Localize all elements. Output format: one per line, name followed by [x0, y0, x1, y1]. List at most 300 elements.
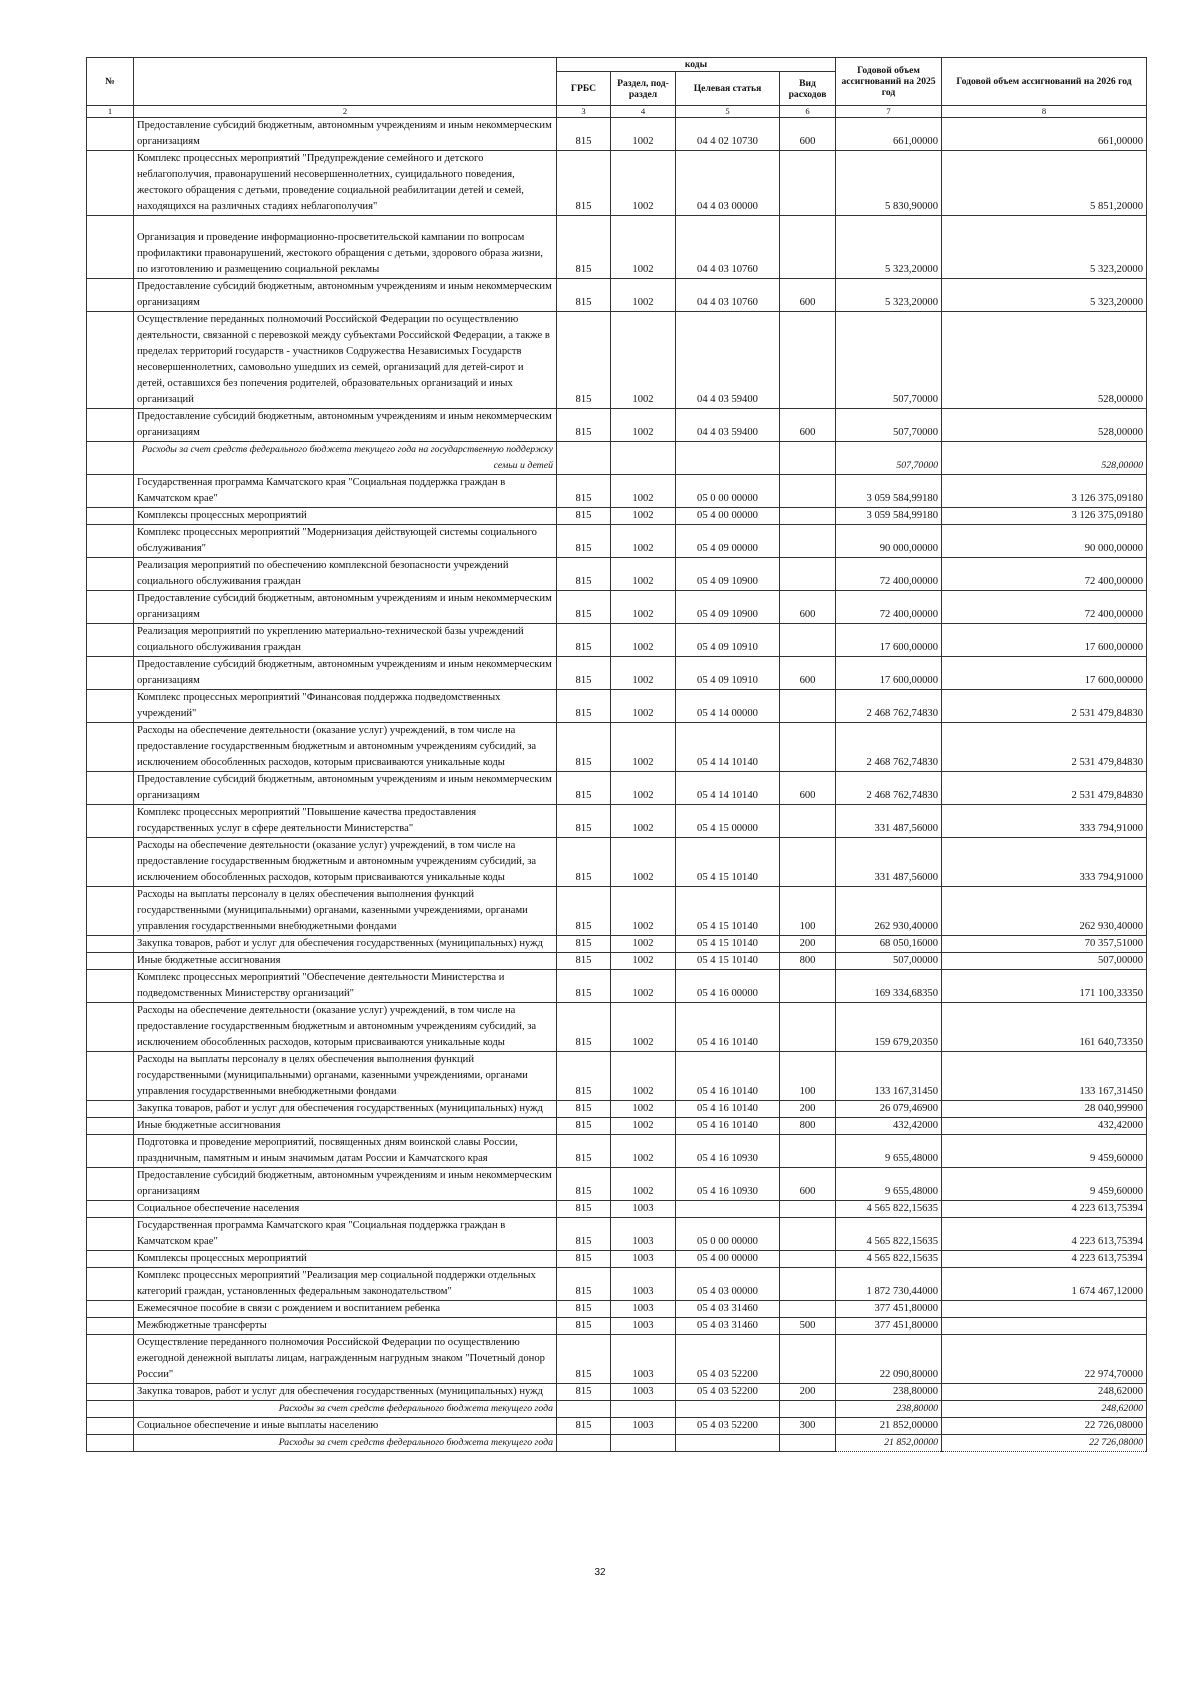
- cell-name: Предоставление субсидий бюджетным, автономным учреждениям и иным некоммерческим организациям: [134, 118, 557, 151]
- cell-2025: 5 323,20000: [836, 216, 942, 279]
- table-row: [87, 1401, 1147, 1418]
- cell-vid: [780, 1251, 836, 1268]
- cell-razdel: 1002: [611, 151, 676, 216]
- cell-2026: 4 223 613,75394: [942, 1218, 1147, 1251]
- cell-grbs: 815: [557, 1201, 611, 1218]
- cell-2026: 4 223 613,75394: [942, 1201, 1147, 1218]
- cell-2025: 17 600,00000: [836, 624, 942, 657]
- table-row: [87, 1118, 1147, 1135]
- cell-num: [87, 838, 134, 887]
- cell-2026: 133 167,31450: [942, 1052, 1147, 1101]
- cell-razdel: [611, 1401, 676, 1418]
- cell-vid: [780, 1201, 836, 1218]
- cell-vid: [780, 1003, 836, 1052]
- col-header-num: №: [87, 58, 134, 106]
- cell-target: 05 4 14 10140: [676, 772, 780, 805]
- cell-vid: [780, 558, 836, 591]
- cell-2026: 22 726,08000: [942, 1418, 1147, 1435]
- cell-vid: [780, 624, 836, 657]
- cell-2025: 2 468 762,74830: [836, 723, 942, 772]
- cell-vid: 600: [780, 1168, 836, 1201]
- cell-name: Предоставление субсидий бюджетным, автономным учреждениям и иным некоммерческим организациям: [134, 657, 557, 690]
- cell-vid: 800: [780, 953, 836, 970]
- cell-2025: 5 323,20000: [836, 279, 942, 312]
- cell-name: Иные бюджетные ассигнования: [134, 1118, 557, 1135]
- cell-num: [87, 525, 134, 558]
- cell-vid: [780, 805, 836, 838]
- cell-razdel: 1003: [611, 1301, 676, 1318]
- cell-num: [87, 805, 134, 838]
- table-row: [87, 1435, 1147, 1452]
- cell-name: Подготовка и проведение мероприятий, посвященных дням воинской славы России, праздничным, памятным и иным значимым датам России и Камчатского края: [134, 1135, 557, 1168]
- cell-razdel: 1003: [611, 1268, 676, 1301]
- cell-2026: 72 400,00000: [942, 558, 1147, 591]
- cell-2026: 4 223 613,75394: [942, 1251, 1147, 1268]
- cell-2026: 661,00000: [942, 118, 1147, 151]
- cell-grbs: 815: [557, 838, 611, 887]
- cell-grbs: 815: [557, 1301, 611, 1318]
- cell-target: [676, 1401, 780, 1418]
- cell-name: Предоставление субсидий бюджетным, автономным учреждениям и иным некоммерческим организациям: [134, 279, 557, 312]
- cell-name: Комплексы процессных мероприятий: [134, 1251, 557, 1268]
- cell-2025: 507,00000: [836, 953, 942, 970]
- cell-target: 05 4 09 10900: [676, 591, 780, 624]
- cell-vid: 200: [780, 1384, 836, 1401]
- cell-razdel: 1003: [611, 1218, 676, 1251]
- cell-num: [87, 690, 134, 723]
- cell-vid: [780, 151, 836, 216]
- table-row: [87, 1301, 1147, 1318]
- cell-2026: 432,42000: [942, 1118, 1147, 1135]
- cell-name: Закупка товаров, работ и услуг для обеспечения государственных (муниципальных) нужд: [134, 1101, 557, 1118]
- cell-grbs: 815: [557, 312, 611, 409]
- cell-2026: 528,00000: [942, 409, 1147, 442]
- cell-vid: 600: [780, 279, 836, 312]
- cell-vid: [780, 525, 836, 558]
- cell-name: Осуществление переданного полномочия Российской Федерации по осуществлению ежегодной денежной выплаты лицам, награжденным нагрудным знаком "Почетный донор России": [134, 1335, 557, 1384]
- cell-2025: 22 090,80000: [836, 1335, 942, 1384]
- cell-razdel: 1002: [611, 1168, 676, 1201]
- cell-name: Осуществление переданных полномочий Российской Федерации по осуществлению деятельности, связанной с перевозкой между субъектами Российской Федерации, а также в пределах территорий государств - участников Содружества Независимых Государств несовершеннолетних, самовольно ушедших из семей, организаций для детей-сирот и детей, оставшихся без попечения родителей, образовательных организаций и иных организаций: [134, 312, 557, 409]
- cell-vid: [780, 312, 836, 409]
- cell-vid: 200: [780, 936, 836, 953]
- cell-2026: 22 974,70000: [942, 1335, 1147, 1384]
- cell-razdel: 1002: [611, 772, 676, 805]
- table-row: [87, 151, 1147, 216]
- cell-2025: 377 451,80000: [836, 1318, 942, 1335]
- cell-num: [87, 1268, 134, 1301]
- table-row: [87, 838, 1147, 887]
- table-row: [87, 1418, 1147, 1435]
- table-row: [87, 1251, 1147, 1268]
- cell-num: [87, 442, 134, 475]
- table-row: [87, 772, 1147, 805]
- cell-2025: 2 468 762,74830: [836, 690, 942, 723]
- col-header-name: [134, 58, 557, 106]
- cell-razdel: 1002: [611, 1118, 676, 1135]
- cell-grbs: 815: [557, 525, 611, 558]
- cell-num: [87, 475, 134, 508]
- cell-2025: 4 565 822,15635: [836, 1218, 942, 1251]
- cell-razdel: 1002: [611, 936, 676, 953]
- cell-grbs: 815: [557, 1384, 611, 1401]
- cell-2026: [942, 1318, 1147, 1335]
- column-number: 7: [836, 106, 942, 118]
- column-numbers-row: [87, 106, 1147, 118]
- cell-vid: [780, 216, 836, 279]
- table-row: [87, 1268, 1147, 1301]
- cell-razdel: 1002: [611, 216, 676, 279]
- cell-2025: 331 487,56000: [836, 805, 942, 838]
- cell-vid: 200: [780, 1101, 836, 1118]
- table-row: [87, 1318, 1147, 1335]
- table-row: [87, 657, 1147, 690]
- cell-2026: 1 674 467,12000: [942, 1268, 1147, 1301]
- cell-2026: 3 126 375,09180: [942, 508, 1147, 525]
- cell-name: Предоставление субсидий бюджетным, автономным учреждениям и иным некоммерческим организациям: [134, 591, 557, 624]
- cell-vid: 100: [780, 1052, 836, 1101]
- cell-razdel: 1002: [611, 1003, 676, 1052]
- column-number: 5: [676, 106, 780, 118]
- table-row: [87, 1384, 1147, 1401]
- cell-2026: 5 323,20000: [942, 279, 1147, 312]
- cell-2025: 169 334,68350: [836, 970, 942, 1003]
- cell-name: Социальное обеспечение населения: [134, 1201, 557, 1218]
- cell-grbs: 815: [557, 1003, 611, 1052]
- cell-2026: 528,00000: [942, 442, 1147, 475]
- cell-razdel: 1003: [611, 1201, 676, 1218]
- cell-razdel: 1002: [611, 657, 676, 690]
- cell-vid: [780, 690, 836, 723]
- cell-razdel: 1002: [611, 525, 676, 558]
- table-row: [87, 1218, 1147, 1251]
- cell-2025: 21 852,00000: [836, 1418, 942, 1435]
- cell-2026: 507,00000: [942, 953, 1147, 970]
- cell-2025: 17 600,00000: [836, 657, 942, 690]
- cell-target: 05 4 03 31460: [676, 1301, 780, 1318]
- cell-grbs: 815: [557, 1052, 611, 1101]
- cell-vid: [780, 1218, 836, 1251]
- cell-target: 05 4 03 52200: [676, 1384, 780, 1401]
- cell-target: 05 4 03 00000: [676, 1268, 780, 1301]
- cell-num: [87, 1168, 134, 1201]
- cell-grbs: 815: [557, 1251, 611, 1268]
- cell-2025: 661,00000: [836, 118, 942, 151]
- cell-grbs: 815: [557, 772, 611, 805]
- cell-2025: 72 400,00000: [836, 558, 942, 591]
- cell-target: 05 4 16 00000: [676, 970, 780, 1003]
- cell-name: Расходы на обеспечение деятельности (оказание услуг) учреждений, в том числе на предоставление государственным бюджетным и автономным учреждениям субсидий, за исключением обособленных расходов, которым присваиваются уникальные коды: [134, 1003, 557, 1052]
- cell-num: [87, 624, 134, 657]
- cell-name: Закупка товаров, работ и услуг для обеспечения государственных (муниципальных) нужд: [134, 936, 557, 953]
- cell-num: [87, 1201, 134, 1218]
- cell-2026: 528,00000: [942, 312, 1147, 409]
- cell-2026: 9 459,60000: [942, 1168, 1147, 1201]
- cell-name: Социальное обеспечение и иные выплаты населению: [134, 1418, 557, 1435]
- cell-name: Комплекс процессных мероприятий "Реализация мер социальной поддержки отдельных категорий граждан, установленных федеральным законодательством": [134, 1268, 557, 1301]
- cell-target: 05 4 09 10900: [676, 558, 780, 591]
- cell-vid: 600: [780, 772, 836, 805]
- cell-razdel: 1002: [611, 279, 676, 312]
- budget-table-body: [87, 118, 1147, 1452]
- cell-target: 05 4 14 10140: [676, 723, 780, 772]
- cell-2025: 3 059 584,99180: [836, 475, 942, 508]
- cell-2025: 507,70000: [836, 409, 942, 442]
- cell-grbs: 815: [557, 624, 611, 657]
- cell-2025: 9 655,48000: [836, 1135, 942, 1168]
- table-row: [87, 1201, 1147, 1218]
- col-header-2025: Годовой объем ассигнований на 2025 год: [836, 58, 942, 106]
- cell-2026: 333 794,91000: [942, 805, 1147, 838]
- cell-num: [87, 772, 134, 805]
- table-row: [87, 525, 1147, 558]
- cell-target: 05 0 00 00000: [676, 475, 780, 508]
- cell-2026: 28 040,99900: [942, 1101, 1147, 1118]
- cell-razdel: 1002: [611, 409, 676, 442]
- column-number: 4: [611, 106, 676, 118]
- cell-target: 04 4 03 00000: [676, 151, 780, 216]
- cell-razdel: 1002: [611, 1101, 676, 1118]
- cell-razdel: [611, 442, 676, 475]
- column-number: 1: [87, 106, 134, 118]
- cell-razdel: 1002: [611, 723, 676, 772]
- cell-num: [87, 118, 134, 151]
- cell-2026: 90 000,00000: [942, 525, 1147, 558]
- table-row: [87, 936, 1147, 953]
- page-number: 32: [594, 1567, 606, 1578]
- cell-2026: 3 126 375,09180: [942, 475, 1147, 508]
- cell-num: [87, 591, 134, 624]
- cell-2026: 2 531 479,84830: [942, 772, 1147, 805]
- cell-grbs: 815: [557, 151, 611, 216]
- column-number: 6: [780, 106, 836, 118]
- cell-num: [87, 1003, 134, 1052]
- cell-name: Расходы на выплаты персоналу в целях обеспечения выполнения функций государственными (муниципальными) органами, казенными учреждениями, органами управления государственными внебюджетными фондами: [134, 1052, 557, 1101]
- cell-2025: 1 872 730,44000: [836, 1268, 942, 1301]
- col-header-vid: Вид расходов: [780, 72, 836, 106]
- cell-num: [87, 1301, 134, 1318]
- cell-target: 04 4 03 10760: [676, 279, 780, 312]
- cell-target: 05 4 16 10140: [676, 1118, 780, 1135]
- cell-razdel: 1002: [611, 118, 676, 151]
- col-header-target: Целевая статья: [676, 72, 780, 106]
- cell-vid: [780, 1335, 836, 1384]
- table-row: [87, 591, 1147, 624]
- table-row: [87, 409, 1147, 442]
- cell-grbs: 815: [557, 1118, 611, 1135]
- cell-target: [676, 1201, 780, 1218]
- cell-2025: 68 050,16000: [836, 936, 942, 953]
- cell-target: 05 4 03 52200: [676, 1335, 780, 1384]
- cell-2026: 333 794,91000: [942, 838, 1147, 887]
- table-row: [87, 1168, 1147, 1201]
- cell-vid: 500: [780, 1318, 836, 1335]
- cell-name: Комплекс процессных мероприятий "Повышение качества предоставления государственных услуг в сфере деятельности Министерства": [134, 805, 557, 838]
- cell-num: [87, 723, 134, 772]
- cell-name: Ежемесячное пособие в связи с рождением и воспитанием ребенка: [134, 1301, 557, 1318]
- cell-2026: 72 400,00000: [942, 591, 1147, 624]
- cell-grbs: 815: [557, 591, 611, 624]
- cell-razdel: 1002: [611, 591, 676, 624]
- cell-grbs: 815: [557, 1318, 611, 1335]
- cell-razdel: 1002: [611, 970, 676, 1003]
- cell-grbs: 815: [557, 690, 611, 723]
- cell-target: 05 4 16 10930: [676, 1168, 780, 1201]
- cell-num: [87, 1418, 134, 1435]
- cell-razdel: 1003: [611, 1318, 676, 1335]
- cell-num: [87, 1135, 134, 1168]
- cell-grbs: 815: [557, 409, 611, 442]
- cell-vid: 600: [780, 591, 836, 624]
- cell-vid: [780, 1301, 836, 1318]
- cell-grbs: 815: [557, 1218, 611, 1251]
- cell-name: Расходы за счет средств федерального бюджета текущего года на государственную поддержку семьи и детей: [134, 442, 557, 475]
- cell-target: 05 4 16 10930: [676, 1135, 780, 1168]
- cell-razdel: 1002: [611, 1052, 676, 1101]
- cell-grbs: 815: [557, 1168, 611, 1201]
- cell-num: [87, 151, 134, 216]
- cell-vid: [780, 442, 836, 475]
- cell-target: 04 4 02 10730: [676, 118, 780, 151]
- table-row: [87, 805, 1147, 838]
- cell-num: [87, 1118, 134, 1135]
- cell-2025: 377 451,80000: [836, 1301, 942, 1318]
- cell-num: [87, 1401, 134, 1418]
- cell-name: Комплекс процессных мероприятий "Обеспечение деятельности Министерства и подведомственных Министерству организаций": [134, 970, 557, 1003]
- cell-grbs: 815: [557, 508, 611, 525]
- cell-target: 05 4 00 00000: [676, 1251, 780, 1268]
- cell-grbs: 815: [557, 657, 611, 690]
- table-row: [87, 279, 1147, 312]
- cell-name: Комплекс процессных мероприятий "Финансовая поддержка подведомственных учреждений": [134, 690, 557, 723]
- cell-grbs: 815: [557, 723, 611, 772]
- cell-grbs: 815: [557, 216, 611, 279]
- cell-vid: 600: [780, 118, 836, 151]
- cell-num: [87, 953, 134, 970]
- cell-razdel: 1002: [611, 508, 676, 525]
- cell-2025: 3 059 584,99180: [836, 508, 942, 525]
- table-row: [87, 970, 1147, 1003]
- cell-num: [87, 1435, 134, 1452]
- cell-target: 05 4 09 10910: [676, 624, 780, 657]
- cell-grbs: 815: [557, 475, 611, 508]
- cell-target: 05 4 15 10140: [676, 838, 780, 887]
- cell-num: [87, 312, 134, 409]
- cell-name: Комплексы процессных мероприятий: [134, 508, 557, 525]
- table-row: [87, 442, 1147, 475]
- cell-2025: 21 852,00000: [836, 1435, 942, 1452]
- cell-name: Иные бюджетные ассигнования: [134, 953, 557, 970]
- cell-2026: 171 100,33350: [942, 970, 1147, 1003]
- cell-name: Расходы на выплаты персоналу в целях обеспечения выполнения функций государственными (муниципальными) органами, казенными учреждениями, органами управления государственными внебюджетными фондами: [134, 887, 557, 936]
- cell-num: [87, 508, 134, 525]
- cell-2025: 507,70000: [836, 312, 942, 409]
- cell-vid: [780, 1435, 836, 1452]
- cell-razdel: 1003: [611, 1335, 676, 1384]
- cell-2025: 238,80000: [836, 1384, 942, 1401]
- cell-name: Расходы на обеспечение деятельности (оказание услуг) учреждений, в том числе на предоставление государственным бюджетным и автономным учреждениям субсидий, за исключением обособленных расходов, которым присваиваются уникальные коды: [134, 838, 557, 887]
- cell-num: [87, 657, 134, 690]
- cell-2025: 4 565 822,15635: [836, 1201, 942, 1218]
- cell-name: Расходы за счет средств федерального бюджета текущего года: [134, 1401, 557, 1418]
- budget-sheet: [86, 57, 1146, 1452]
- column-number: 2: [134, 106, 557, 118]
- cell-2025: 507,70000: [836, 442, 942, 475]
- cell-name: Комплекс процессных мероприятий "Модернизация действующей системы социального обслуживания": [134, 525, 557, 558]
- cell-2026: 70 357,51000: [942, 936, 1147, 953]
- cell-target: 05 4 14 00000: [676, 690, 780, 723]
- cell-grbs: 815: [557, 887, 611, 936]
- cell-vid: [780, 1135, 836, 1168]
- cell-grbs: 815: [557, 970, 611, 1003]
- cell-2026: 5 323,20000: [942, 216, 1147, 279]
- cell-grbs: 815: [557, 936, 611, 953]
- cell-vid: [780, 1401, 836, 1418]
- cell-razdel: 1002: [611, 558, 676, 591]
- cell-grbs: 815: [557, 1268, 611, 1301]
- cell-vid: [780, 723, 836, 772]
- table-row: [87, 723, 1147, 772]
- table-row: [87, 1052, 1147, 1101]
- cell-vid: [780, 475, 836, 508]
- table-row: [87, 558, 1147, 591]
- table-row: [87, 953, 1147, 970]
- cell-name: Государственная программа Камчатского края "Социальная поддержка граждан в Камчатском крае": [134, 1218, 557, 1251]
- cell-razdel: 1003: [611, 1384, 676, 1401]
- cell-razdel: 1003: [611, 1418, 676, 1435]
- cell-grbs: [557, 1435, 611, 1452]
- table-row: [87, 624, 1147, 657]
- cell-vid: [780, 1268, 836, 1301]
- cell-target: 04 4 03 10760: [676, 216, 780, 279]
- cell-2025: 26 079,46900: [836, 1101, 942, 1118]
- cell-num: [87, 1101, 134, 1118]
- cell-2026: 161 640,73350: [942, 1003, 1147, 1052]
- cell-2026: 2 531 479,84830: [942, 723, 1147, 772]
- cell-target: 04 4 03 59400: [676, 409, 780, 442]
- cell-2025: 2 468 762,74830: [836, 772, 942, 805]
- cell-target: 05 4 03 52200: [676, 1418, 780, 1435]
- cell-2025: 159 679,20350: [836, 1003, 942, 1052]
- cell-grbs: 815: [557, 805, 611, 838]
- cell-name: Расходы за счет средств федерального бюджета текущего года: [134, 1435, 557, 1452]
- table-row: [87, 118, 1147, 151]
- cell-2026: 248,62000: [942, 1384, 1147, 1401]
- col-header-razdel: Раздел, под-раздел: [611, 72, 676, 106]
- cell-grbs: 815: [557, 1418, 611, 1435]
- cell-target: 05 4 03 31460: [676, 1318, 780, 1335]
- cell-razdel: 1002: [611, 838, 676, 887]
- cell-target: 05 4 00 00000: [676, 508, 780, 525]
- cell-grbs: 815: [557, 953, 611, 970]
- cell-2025: 133 167,31450: [836, 1052, 942, 1101]
- cell-num: [87, 970, 134, 1003]
- cell-2025: 432,42000: [836, 1118, 942, 1135]
- cell-grbs: [557, 442, 611, 475]
- cell-2026: 17 600,00000: [942, 657, 1147, 690]
- cell-2026: 2 531 479,84830: [942, 690, 1147, 723]
- cell-num: [87, 1335, 134, 1384]
- cell-razdel: 1003: [611, 1251, 676, 1268]
- cell-target: 05 4 16 10140: [676, 1003, 780, 1052]
- cell-vid: [780, 508, 836, 525]
- cell-num: [87, 558, 134, 591]
- table-row: [87, 1135, 1147, 1168]
- budget-table: [86, 57, 1147, 1452]
- cell-2025: 262 930,40000: [836, 887, 942, 936]
- cell-target: 05 4 16 10140: [676, 1052, 780, 1101]
- cell-2025: 5 830,90000: [836, 151, 942, 216]
